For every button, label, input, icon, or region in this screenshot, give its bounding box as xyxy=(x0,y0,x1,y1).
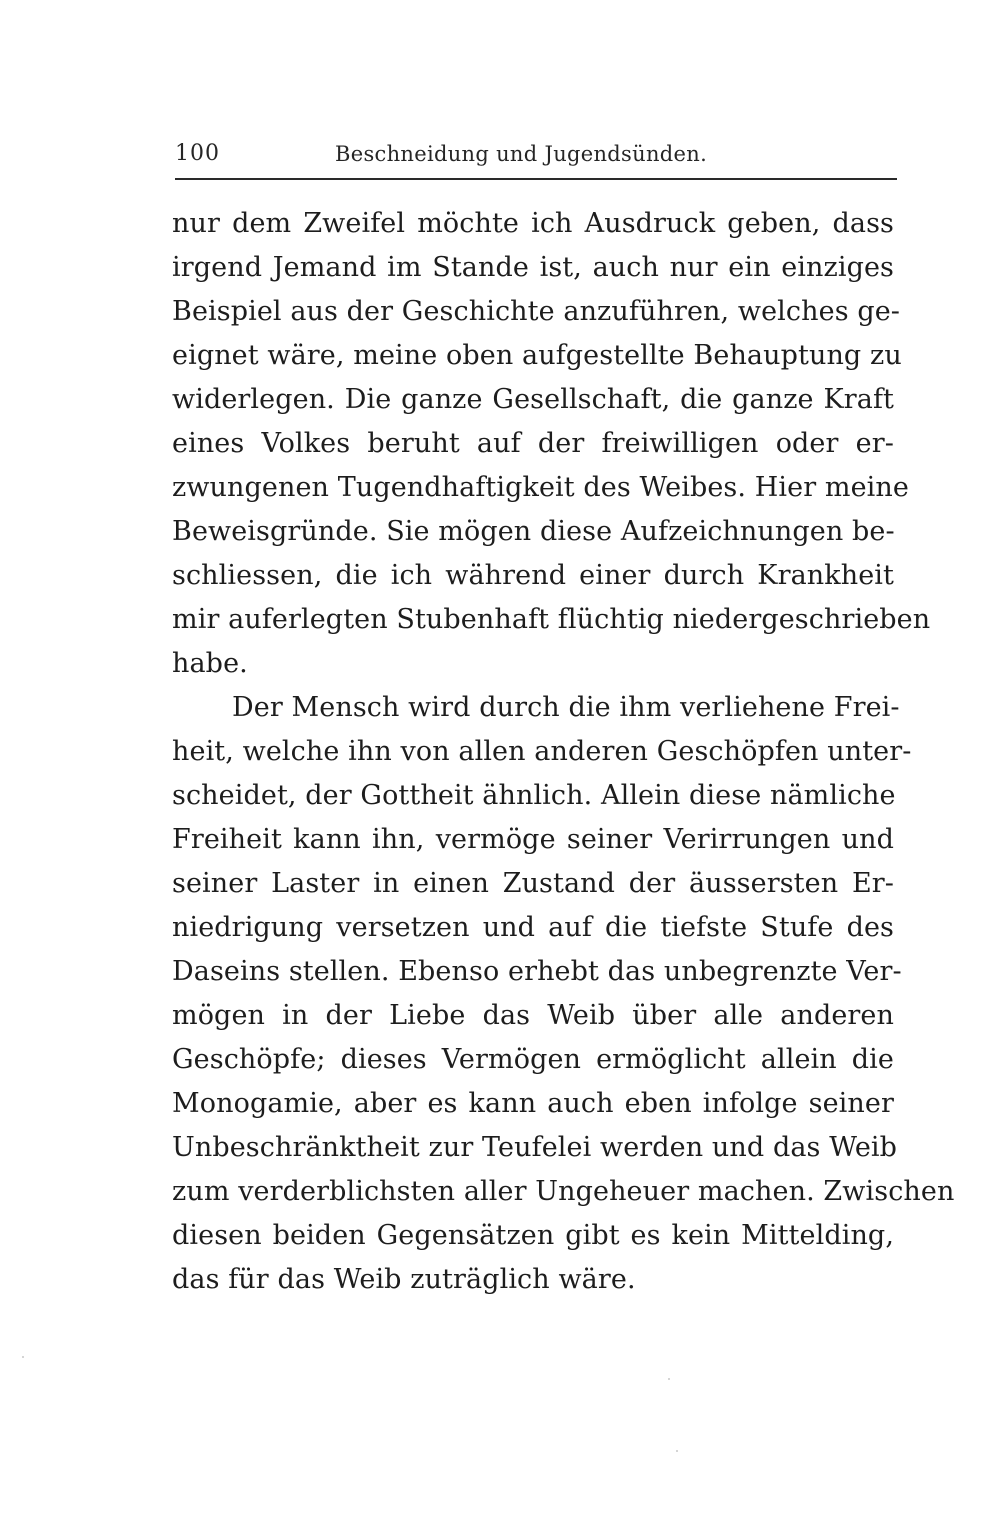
text-line: widerlegen. Die ganze Gesellschaft, die ganze Kraft xyxy=(172,384,894,415)
text-line: zum verderblichsten aller Ungeheuer machen. Zwischen xyxy=(172,1176,955,1207)
text-line: heit, welche ihn von allen anderen Geschöpfen unter- xyxy=(172,736,912,767)
paper-speck xyxy=(676,1450,678,1452)
text-line: Beispiel aus der Geschichte anzuführen, welches ge- xyxy=(172,296,901,327)
text-line: Der Mensch wird durch die ihm verliehene Frei- xyxy=(232,692,900,723)
text-line: zwungenen Tugendhaftigkeit des Weibes. Hier meine xyxy=(172,472,909,503)
running-title: Beschneidung und Jugendsünden. xyxy=(335,142,708,166)
text-line: Monogamie, aber es kann auch eben infolge seiner xyxy=(172,1088,894,1119)
text-line: Unbeschränktheit zur Teufelei werden und das Weib xyxy=(172,1132,898,1163)
text-line: eines Volkes beruht auf der freiwilligen oder er- xyxy=(172,428,894,459)
text-line: mir auferlegten Stubenhaft flüchtig niedergeschrieben xyxy=(172,604,931,635)
text-line: Daseins stellen. Ebenso erhebt das unbegrenzte Ver- xyxy=(172,956,902,987)
paragraph-2 xyxy=(172,686,955,1302)
text-line: das für das Weib zuträglich wäre. xyxy=(172,1264,636,1295)
text-line: seiner Laster in einen Zustand der äussersten Er- xyxy=(172,868,894,899)
text-line: mögen in der Liebe das Weib über alle anderen xyxy=(172,1000,894,1031)
text-line: eignet wäre, meine oben aufgestellte Behauptung zu xyxy=(172,340,902,371)
body-text xyxy=(172,202,955,1302)
text-line: diesen beiden Gegensätzen gibt es kein Mittelding, xyxy=(172,1220,894,1251)
text-line: Geschöpfe; dieses Vermögen ermöglicht allein die xyxy=(172,1044,894,1075)
running-head xyxy=(175,138,897,170)
text-line: nur dem Zweifel möchte ich Ausdruck geben, dass xyxy=(172,208,894,239)
text-line: irgend Jemand im Stande ist, auch nur ein einziges xyxy=(172,252,894,283)
header-rule xyxy=(175,178,897,180)
text-line: schliessen, die ich während einer durch Krankheit xyxy=(172,560,894,591)
paper-speck xyxy=(668,1378,670,1380)
paragraph-1 xyxy=(172,202,931,686)
text-line: Beweisgründe. Sie mögen diese Aufzeichnungen be- xyxy=(172,516,895,547)
text-line: scheidet, der Gottheit ähnlich. Allein diese nämliche xyxy=(172,780,896,811)
text-line: Freiheit kann ihn, vermöge seiner Verirrungen und xyxy=(172,824,894,855)
page-number: 100 xyxy=(175,141,220,166)
text-line: niedrigung versetzen und auf die tiefste Stufe des xyxy=(172,912,894,943)
paper-speck xyxy=(22,1356,24,1358)
text-line: habe. xyxy=(172,648,248,679)
